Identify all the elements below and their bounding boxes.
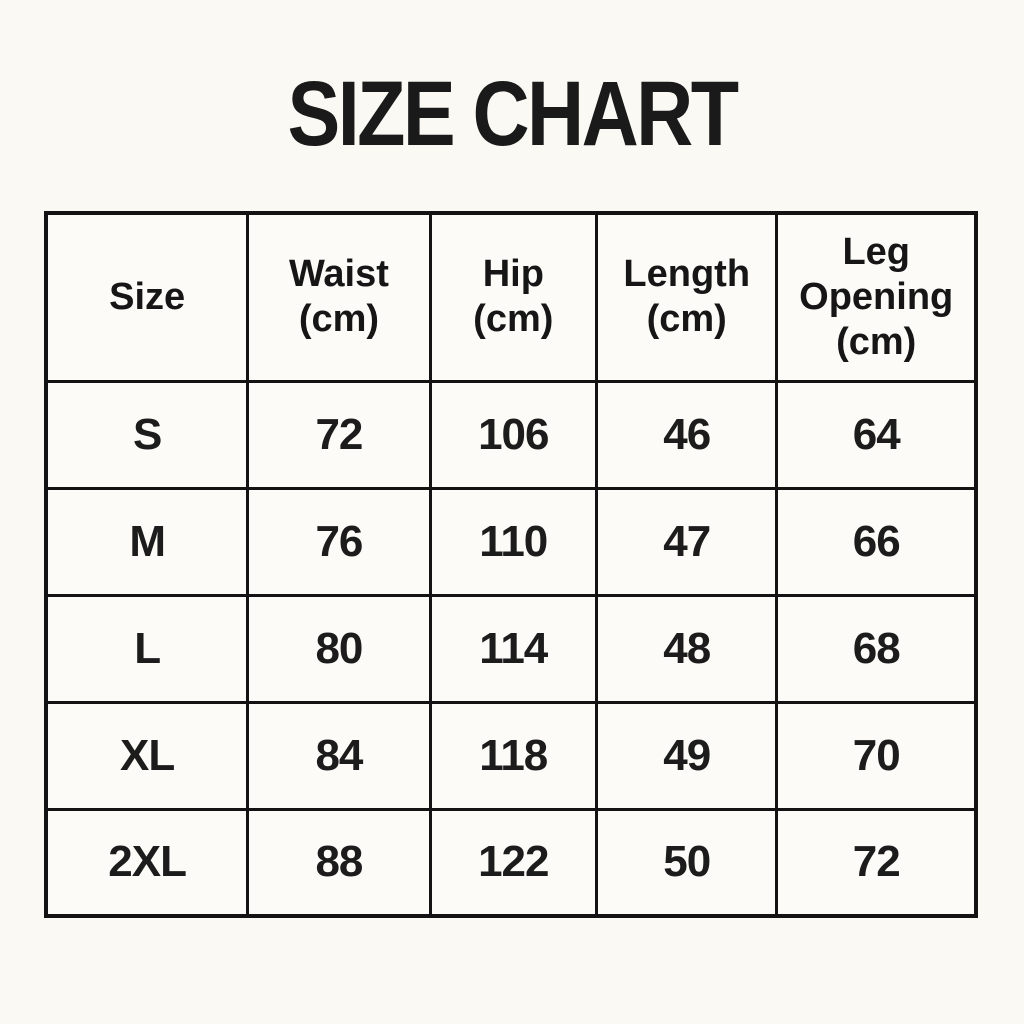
length-value-cell: 50 [597,809,777,916]
size-label-cell: XL [46,702,248,809]
size-label-cell: S [46,381,248,488]
waist-value-cell: 88 [248,809,430,916]
length-value-cell: 46 [597,381,777,488]
waist-value-cell: 76 [248,488,430,595]
size-label-cell: L [46,595,248,702]
hip-value-cell: 106 [430,381,596,488]
table-row-l [46,595,976,702]
hip-value-cell: 122 [430,809,596,916]
column-header-size: Size [46,213,248,381]
size-label-cell: M [46,488,248,595]
leg-opening-value-cell: 72 [777,809,976,916]
page-title: SIZE CHART [287,63,737,165]
table-row-s [46,381,976,488]
leg-opening-value-cell: 64 [777,381,976,488]
column-header-hip: Hip (cm) [430,213,596,381]
waist-value-cell: 84 [248,702,430,809]
table-row-2xl [46,809,976,916]
hip-value-cell: 110 [430,488,596,595]
size-label-cell: 2XL [46,809,248,916]
length-value-cell: 47 [597,488,777,595]
column-header-length: Length (cm) [597,213,777,381]
table-row-m [46,488,976,595]
hip-value-cell: 118 [430,702,596,809]
leg-opening-value-cell: 70 [777,702,976,809]
length-value-cell: 48 [597,595,777,702]
column-header-leg-opening: Leg Opening (cm) [777,213,976,381]
table-row-xl [46,702,976,809]
length-value-cell: 49 [597,702,777,809]
waist-value-cell: 80 [248,595,430,702]
column-header-waist: Waist (cm) [248,213,430,381]
leg-opening-value-cell: 66 [777,488,976,595]
waist-value-cell: 72 [248,381,430,488]
leg-opening-value-cell: 68 [777,595,976,702]
hip-value-cell: 114 [430,595,596,702]
size-chart-table [44,211,978,918]
header-row [46,213,976,381]
